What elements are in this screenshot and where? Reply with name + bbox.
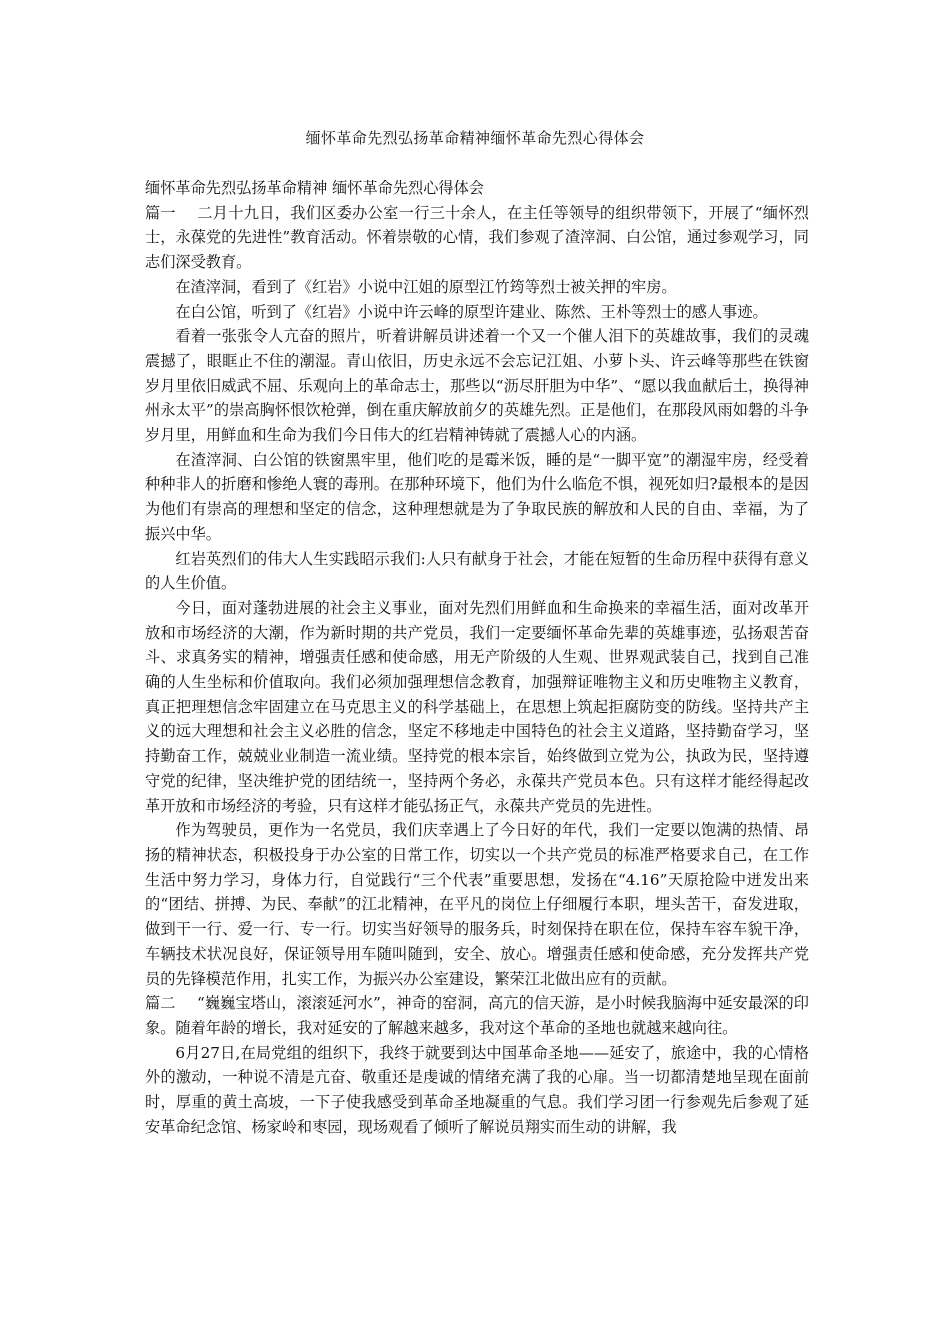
paragraph: 红岩英烈们的伟大人生实践昭示我们:人只有献身于社会，才能在短暂的生命历程中获得有意义的人生价值。 xyxy=(145,549,809,593)
section-1-opening-text: 二月十九日，我们区委办公室一行三十余人，在主任等领导的组织带领下，开展了“缅怀烈士，永葆党的先进性”教育活动。怀着崇敬的心情，我们参观了渣滓洞、白公馆，通过参观学习，同志们深受教育。 xyxy=(145,203,809,272)
paragraph: 在渣滓洞，看到了《红岩》小说中江姐的原型江竹筠等烈士被关押的牢房。 xyxy=(175,277,677,296)
paragraph: 在渣滓洞、白公馆的铁窗黑牢里，他们吃的是霉米饭，睡的是“一脚平宽”的潮湿牢房，经受着种种非人的折磨和惨绝人寰的毒刑。在那种环境下，他们为什么临危不惧，视死如归?最根本的是因为他们有崇高的理想和坚定的信念，这种理想就是为了争取民族的解放和人民的自由、幸福，为了振兴中华。 xyxy=(145,450,809,543)
section-2-opening-text: “巍巍宝塔山，滚滚延河水”，神奇的窑洞，高亢的信天游，是小时候我脑海中延安最深的印象。随着年龄的增长，我对延安的了解越来越多，我对这个革命的圣地也就越来越向往。 xyxy=(145,994,809,1037)
section-1-label: 篇一 xyxy=(145,203,176,222)
document-title: 缅怀革命先烈弘扬革命精神缅怀革命先烈心得体会 xyxy=(305,129,645,147)
document-subtitle: 缅怀革命先烈弘扬革命精神 缅怀革命先烈心得体会 xyxy=(145,179,484,197)
paragraph: 今日，面对蓬勃进展的社会主义事业，面对先烈们用鲜血和生命换来的幸福生活，面对改革开放和市场经济的大潮，作为新时期的共产党员，我们一定要缅怀革命先辈的英雄事迹，弘扬艰苦奋斗、求真务实的精神，增强责任感和使命感，用无产阶级的人生观、世界观武装自己，找到自己准确的人生坐标和价值取向。我们必须加强理想信念教育，加强辩证唯物主义和历史唯物主义教育，真正把理想信念牢固建立在马克思主义的科学基础上，在思想上筑起拒腐防变的防线。坚持共产主义的远大理想和社会主义必胜的信念，坚定不移地走中国特色的社会主义道路，坚持勤奋学习，坚持勤奋工作，兢兢业业制造一流业绩。坚持党的根本宗旨，始终做到立党为公，执政为民，坚持遵守党的纪律，坚决维护党的团结统一，坚持两个务必，永葆共产党员本色。只有这样才能经得起改革开放和市场经济的考验，只有这样才能弘扬正气，永葆共产党员的先进性。 xyxy=(145,598,809,815)
section-1-opening-paragraph xyxy=(145,201,809,275)
paragraph: 作为驾驶员，更作为一名党员，我们庆幸遇上了今日好的年代，我们一定要以饱满的热情、昂扬的精神状态，积极投身于办公室的日常工作，切实以一个共产党员的标准严格要求自己，在工作生活中努力学习，身体力行，自觉践行“三个代表”重要思想，发扬在“4.16”天原抢险中迸发出来的“团结、拼搏、为民、奉献”的江北精神，在平凡的岗位上仔细履行本职，埋头苦干，奋发进取，做到干一行、爱一行、专一行。切实当好领导的服务兵，时刻保持在职在位，保持车容车貌干净，车辆技术状况良好，保证领导用车随叫随到，安全、放心。增强责任感和使命感，充分发挥共产党员的先锋模范作用，扎实工作，为振兴办公室建设，繁荣江北做出应有的贡献。 xyxy=(145,821,809,988)
section-2-opening-paragraph xyxy=(145,991,809,1040)
paragraph: 在白公馆，听到了《红岩》小说中许云峰的原型许建业、陈然、王朴等烈士的感人事迹。 xyxy=(175,302,768,321)
paragraph: 6月27日,在局党组的组织下，我终于就要到达中国革命圣地——延安了，旅途中，我的心情格外的激动，一种说不清是亢奋、敬重还是虔诚的情绪充满了我的心扉。当一切都清楚地呈现在面前时，厚重的黄土高坡，一下子使我感受到革命圣地凝重的气息。我们学习团一行参观先后参观了延安革命纪念馆、杨家岭和枣园，现场观看了倾听了解说员翔实而生动的讲解，我 xyxy=(145,1043,809,1136)
paragraph: 看着一张张令人亢奋的照片，听着讲解员讲述着一个又一个催人泪下的英雄故事，我们的灵魂震撼了，眼眶止不住的潮湿。青山依旧，历史永远不会忘记江姐、小萝卜头、许云峰等那些在铁窗岁月里依旧威武不屈、乐观向上的革命志士，那些以“沥尽肝胆为中华”、“愿以我血献后土，换得神州永太平”的崇高胸怀恨饮枪弹，倒在重庆解放前夕的英雄先烈。正是他们，在那段风雨如磐的斗争岁月里，用鲜血和生命为我们今日伟大的红岩精神铸就了震撼人心的内涵。 xyxy=(145,327,809,445)
document-body xyxy=(145,176,809,1139)
section-2-label: 篇二 xyxy=(145,994,176,1013)
